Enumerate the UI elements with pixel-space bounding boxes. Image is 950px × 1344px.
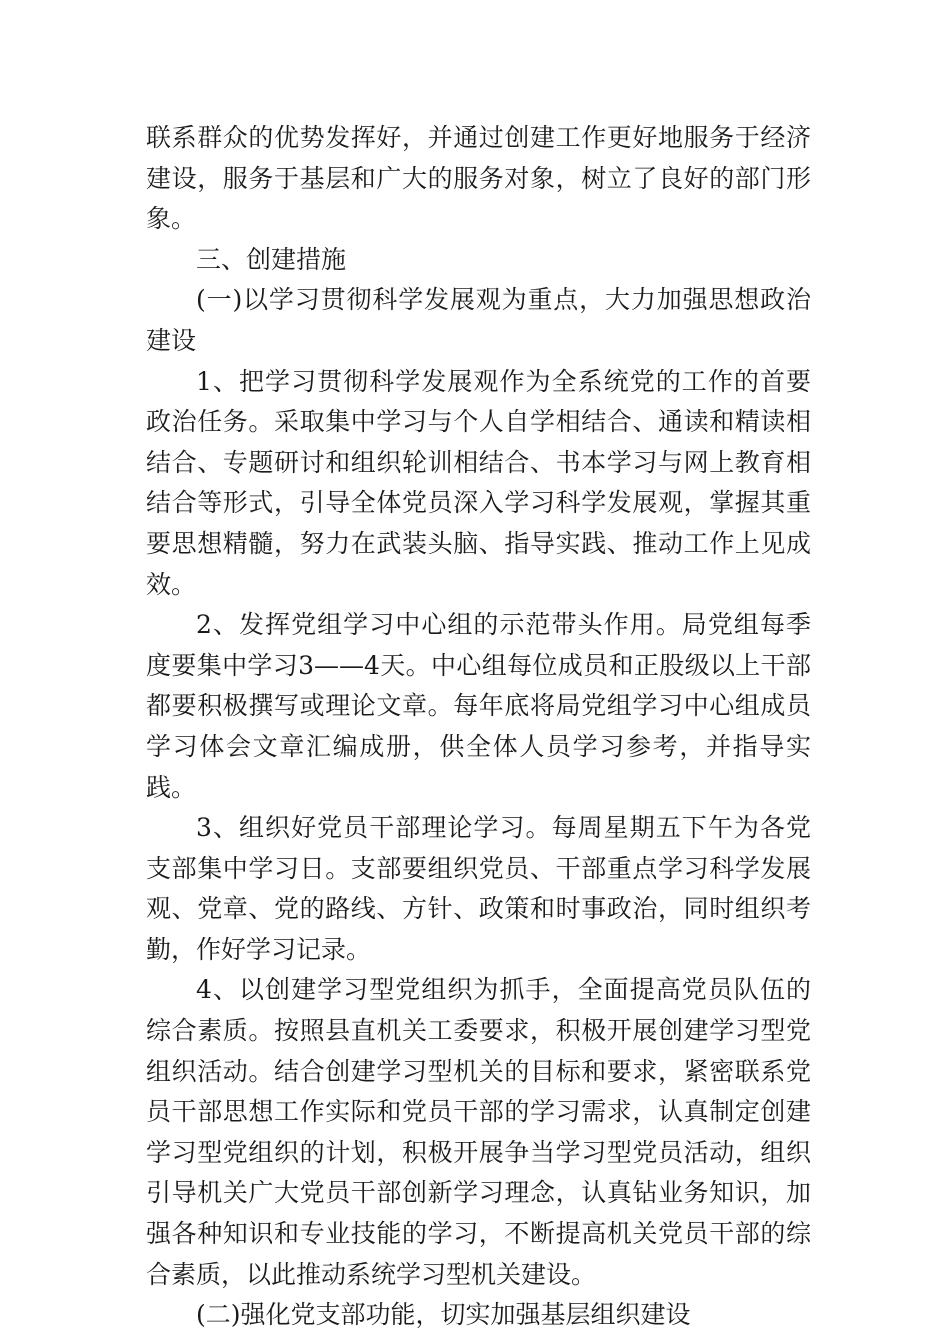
subsection-heading-2: (二)强化党支部功能，切实加强基层组织建设	[196, 1300, 691, 1330]
paragraph-continuation: 联系群众的优势发挥好，并通过创建工作更好地服务于经济建设，服务于基层和广大的服务对象，树立了良好的部门形象。	[146, 123, 811, 234]
paragraph-item-3: 3、组织好党员干部理论学习。每周星期五下午为各党支部集中学习日。支部要组织党员、干部重点学习科学发展观、党章、党的路线、方针、政策和时事政治，同时组织考勤，作好学习记录。	[146, 813, 811, 964]
section-heading-measures: 三、创建措施	[196, 244, 347, 274]
subsection-heading-1: (一)以学习贯彻科学发展观为重点，大力加强思想政治建设	[146, 285, 811, 355]
document-body	[146, 118, 811, 1336]
paragraph-item-1: 1、把学习贯彻科学发展观作为全系统党的工作的首要政治任务。采取集中学习与个人自学相结合、通读和精读相结合、专题研讨和组织轮训相结合、书本学习与网上教育相结合等形式，引导全体党员深入学习科学发展观，掌握其重要思想精髓，努力在武装头脑、指导实践、推动工作上见成效。	[146, 366, 811, 599]
paragraph-item-2: 2、发挥党组学习中心组的示范带头作用。局党组每季度要集中学习3——4天。中心组每位成员和正股级以上干部都要积极撰写或理论文章。每年底将局党组学习中心组成员学习体会文章汇编成册，供全体人员学习参考，并指导实践。	[146, 610, 811, 802]
paragraph-item-4: 4、以创建学习型党组织为抓手，全面提高党员队伍的综合素质。按照县直机关工委要求，积极开展创建学习型党组织活动。结合创建学习型机关的目标和要求，紧密联系党员干部思想工作实际和党员干部的学习需求，认真制定创建学习型党组织的计划，积极开展争当学习型党员活动，组织引导机关广大党员干部创新学习理念，认真钻业务知识，加强各种知识和专业技能的学习，不断提高机关党员干部的综合素质，以此推动系统学习型机关建设。	[146, 975, 811, 1289]
